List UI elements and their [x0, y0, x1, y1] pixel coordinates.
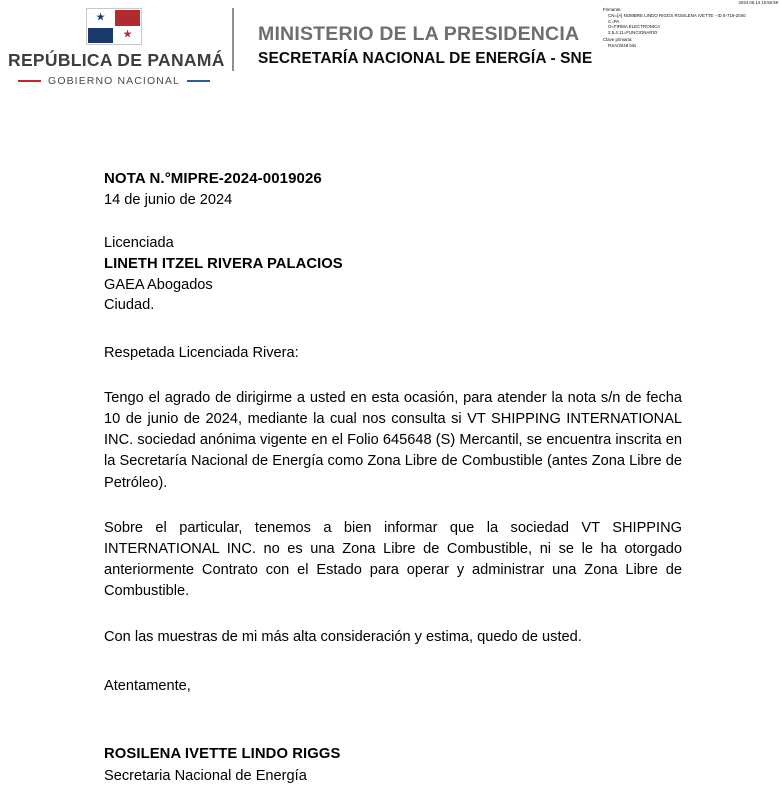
recipient-city: Ciudad.: [104, 297, 155, 314]
red-star-icon: ★: [122, 28, 133, 41]
salutation: Respetada Licenciada Rivera:: [104, 345, 299, 362]
government-logo: [8, 8, 225, 87]
blue-rule-divider: [187, 80, 210, 82]
red-rule-divider: [18, 80, 41, 82]
body-paragraph-1: Tengo el agrado de dirigirme a usted en esta ocasión, para atender la nota s/n de fecha 10 de junio de 2024, mediante la cual nos consulta si VT SHIPPING INTERNATIONAL INC. sociedad anónima vigente en el Folio 645648 (S) Mercantil, se encuentra inscrita en la Secretaría Nacional de Energía como Zona Libre de Combustible (antes Zona Libre de Petróleo).: [104, 389, 682, 491]
blue-star-icon: ★: [95, 11, 106, 24]
signature-country-line: C=PA: [608, 18, 620, 24]
flag-quadrant-top-right: [114, 9, 141, 27]
recipient-block: [104, 233, 682, 316]
signer-name: ROSILENA IVETTE LINDO RIGGS: [104, 745, 341, 762]
signature-cn-line: CN=[A] NOMBRE LINDO RIGGS ROSILENA IVETTE - ID 8-719-2040: [608, 12, 746, 18]
nota-number: NOTA N.°MIPRE-2024-0019026: [104, 170, 322, 187]
country-name: REPÚBLICA DE PANAMÁ: [8, 50, 225, 70]
signer-role: Secretaria Nacional de Energía: [104, 767, 307, 784]
recipient-organization: GAEA Abogados: [104, 276, 213, 293]
government-subtitle: GOBIERNO NACIONAL: [48, 75, 180, 87]
panama-flag-icon: [86, 8, 142, 45]
government-subtitle-row: [8, 75, 220, 87]
signature-oid-line: 2.5.4.11=FUNCIONARIO: [608, 30, 658, 36]
closing-line: Con las muestras de mi más alta consideración y estima, quedo de usted.: [104, 629, 582, 646]
ministry-name: MINISTERIO DE LA PRESIDENCIA: [258, 23, 580, 45]
flag-quadrant-top-left: [87, 9, 114, 27]
signature-timestamp: 2024.06.14 15:55:59: [738, 0, 778, 5]
document-header: [0, 0, 780, 86]
signature-key-label: Clave primaria:: [603, 37, 633, 43]
flag-quadrant-bottom-left: [87, 27, 114, 45]
header-vertical-divider: [232, 8, 234, 71]
signature-org-line: O=FIRMA ELECTRONICA: [608, 24, 661, 30]
ministry-block: [258, 23, 592, 68]
recipient-name: LINETH ITZEL RIVERA PALACIOS: [104, 255, 343, 272]
flag-quadrant-bottom-right: [114, 27, 141, 45]
valediction: Atentamente,: [104, 678, 191, 695]
signature-key-value: RSA/2048 bits: [608, 42, 637, 48]
signer-block: [104, 744, 682, 786]
body-paragraph-2: Sobre el particular, tenemos a bien informar que la sociedad VT SHIPPING INTERNATIONAL INC. no es una Zona Libre de Combustible, ni se le ha otorgado anteriormente Contrato con el Estado para operar y administrar una Zona Libre de Combustible.: [104, 519, 682, 600]
signature-signer-label: Firmante:: [603, 7, 622, 13]
recipient-title: Licenciada: [104, 235, 174, 252]
secretariat-name: SECRETARÍA NACIONAL DE ENERGÍA - SNE: [258, 50, 593, 67]
document-body: [104, 168, 682, 786]
nota-date: 14 de junio de 2024: [104, 192, 233, 209]
